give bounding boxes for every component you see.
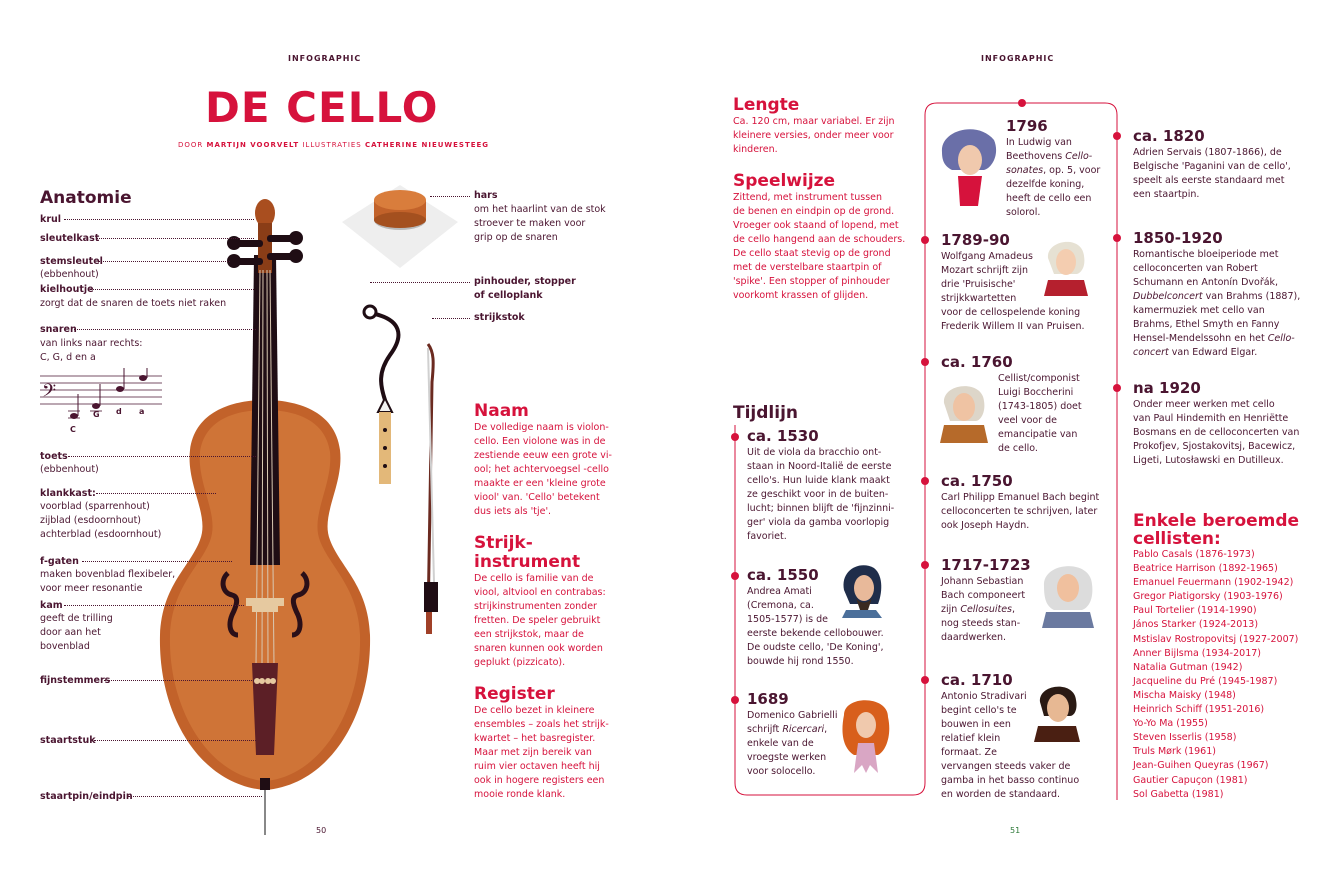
t1550-line: Andrea Amati [747, 586, 812, 597]
t1920-line: Onder meer werken met cello [1133, 399, 1275, 410]
bow-illustration [416, 342, 446, 634]
t1530-line: Uit de viola da bracchio ont- [747, 447, 882, 458]
t1850-italic: concert [1133, 347, 1169, 358]
register-line: De cello bezet in kleinere [474, 705, 595, 716]
t1760-body [998, 372, 1108, 456]
t1920-line: Ligeti, Lutosławski en Dutilleux. [1133, 455, 1284, 466]
leader-strijkstok [432, 318, 470, 319]
t1850-body [1133, 248, 1323, 360]
label-staartpin: staartpin/eindpin [40, 791, 133, 802]
leader-snaren [74, 329, 256, 330]
year-1796: 1796 [1006, 117, 1048, 135]
label-pinhouder-1: pinhouder, stopper [474, 276, 576, 287]
t1920-line: Bosmans en de celloconcerten van [1133, 427, 1300, 438]
t1796-italic: Cello- [1065, 151, 1093, 162]
t1850-line: Romantische bloeiperiode met [1133, 249, 1279, 260]
naam-line: dus iets als 'tje'. [474, 506, 552, 517]
t1710-line: en worden de standaard. [941, 789, 1060, 800]
t1789-line: voor de cellospelende koning [941, 307, 1081, 318]
speelwijze-line: voorkomt krassen of glijden. [733, 290, 869, 301]
lengte-line: Ca. 120 cm, maar variabel. Er zijn [733, 116, 895, 127]
label-sleutelkast: sleutelkast [40, 233, 100, 244]
list-item: Gautier Capuçon (1981) [1133, 774, 1248, 786]
note-c: C [70, 425, 76, 434]
t1789-line: drie 'Pruisische' [941, 279, 1016, 290]
klankkast-desc-1: voorblad (sparrenhout) [40, 501, 150, 512]
label-kam: kam [40, 600, 63, 611]
label-hars: hars [474, 190, 498, 201]
strijk-line: strijkinstrumenten zonder [474, 601, 597, 612]
speelwijze-line: Vroeger ook staand of lopend, met [733, 220, 899, 231]
strijk-body [474, 572, 614, 670]
byline-by: DOOR [178, 141, 204, 149]
t1760-line: veel voor de [998, 415, 1058, 426]
byline-author: MARTIJN VOORVELT [206, 141, 300, 149]
fgaten-desc-1: maken bovenblad flexibeler, [40, 569, 176, 580]
label-krul: krul [40, 214, 62, 225]
t1530-line: lucht; binnen blijft de 'fijnzinni- [747, 503, 895, 514]
timeline-dot [731, 696, 739, 704]
timeline-dot [731, 433, 739, 441]
label-fgaten: f-gaten [40, 556, 79, 567]
hars-desc-2: stroever te maken voor [474, 218, 586, 229]
register-line: ruim vier octaven heeft hij [474, 761, 600, 772]
t1820-line: een staartpin. [1133, 189, 1200, 200]
klankkast-desc-2: zijblad (esdoornhout) [40, 515, 142, 526]
naam-body [474, 421, 614, 519]
lengte-line: kinderen. [733, 144, 778, 155]
t1850-line: Schumann en Antonín Dvořák, [1133, 277, 1279, 288]
right-kicker: INFOGRAPHIC [981, 54, 1055, 63]
portrait-bach [1040, 556, 1096, 628]
t1717-text: zijn [941, 604, 961, 615]
year-1920: na 1920 [1133, 379, 1201, 397]
t1850-line [1133, 332, 1323, 346]
page-title: DE CELLO [205, 83, 439, 132]
list-item: Gregor Piatigorsky (1903-1976) [1133, 591, 1283, 603]
t1717-text: , [1012, 604, 1016, 615]
note-a: a [139, 407, 145, 416]
t1550-line: De oudste cello, 'De Koning', [747, 642, 884, 653]
timeline-dot [1113, 132, 1121, 140]
timeline-dot [921, 676, 929, 684]
t1850-line [1133, 290, 1323, 304]
leader-sleutelkast [96, 238, 254, 239]
naam-line: De volledige naam is violon- [474, 422, 609, 433]
t1850-line [1133, 346, 1323, 360]
list-item: Mischa Maisky (1948) [1133, 689, 1236, 701]
leader-toets [68, 456, 256, 457]
t1750-body [941, 491, 1116, 533]
t1710-line: gamba in het basso continuo [941, 775, 1080, 786]
t1530-line: staan in Noord-Italië de eerste [747, 461, 892, 472]
byline [178, 141, 489, 149]
toets-desc: (ebbenhout) [40, 464, 99, 475]
timeline-dot [921, 477, 929, 485]
t1760-line: de cello. [998, 443, 1038, 454]
lengte-heading: Lengte [733, 95, 800, 115]
register-body [474, 704, 614, 802]
t1796-line: dezelfde koning, [1006, 179, 1085, 190]
leader-klankkast [96, 493, 216, 494]
leader-kielhoutje [90, 289, 254, 290]
timeline-dot [731, 572, 739, 580]
speelwijze-line: de benen en eindpin op de grond. [733, 206, 895, 217]
t1850-italic: Dubbelconcert [1133, 291, 1203, 302]
t1796-line [1006, 164, 1116, 178]
t1717-line: daardwerken. [941, 632, 1007, 643]
t1530-line: favoriet. [747, 531, 787, 542]
t1550-line: bouwde hij rond 1550. [747, 656, 854, 667]
year-1820: ca. 1820 [1133, 127, 1205, 145]
stemsleutel-desc: (ebbenhout) [40, 269, 99, 280]
t1796-line: heeft de cello een [1006, 193, 1092, 204]
byline-illustrator: CATHERINE NIEUWESTEEG [364, 141, 490, 149]
t1710-line: formaat. Ze [941, 747, 997, 758]
fgaten-desc-2: voor meer resonantie [40, 583, 143, 594]
timeline-dot [1113, 234, 1121, 242]
t1550-line: eerste bekende cellobouwer. [747, 628, 884, 639]
t1689-italic: Ricercari [782, 724, 825, 735]
year-1717: 1717-1723 [941, 556, 1031, 574]
t1760-line: Cellist/componist [998, 373, 1080, 384]
t1717-line: nog steeds stan- [941, 618, 1021, 629]
t1530-line: ger' viola da gamba voorlopig [747, 517, 890, 528]
endpin-stopper-illustration [360, 300, 410, 490]
t1750-line: Carl Philipp Emanuel Bach begint [941, 492, 1100, 503]
hars-desc-1: om het haarlint van de stok [474, 204, 606, 215]
leader-kam [64, 605, 244, 606]
t1717-body [941, 575, 1041, 645]
t1550-line: (Cremona, ca. [747, 600, 814, 611]
page-number-right: 51 [1010, 826, 1021, 835]
t1796-body [1006, 136, 1116, 220]
t1796-text: , op. 5, voor [1043, 165, 1101, 176]
list-item: Natalia Gutman (1942) [1133, 661, 1243, 673]
t1689-text: schrijft [747, 724, 783, 735]
portrait-mozart [1042, 234, 1090, 296]
t1789-line: Wolfgang Amadeus [941, 251, 1033, 262]
t1850-text: van Edward Elgar. [1168, 347, 1258, 358]
list-item: Steven Isserlis (1958) [1133, 732, 1237, 744]
naam-line: zestiende eeuw een grote vi- [474, 450, 612, 461]
list-item: Sol Gabetta (1981) [1133, 788, 1224, 800]
leader-fgaten [82, 561, 232, 562]
t1920-line: van Paul Hindemith en Henriëtte [1133, 413, 1289, 424]
hars-desc-3: grip op de snaren [474, 232, 558, 243]
label-pinhouder-2: of celloplank [474, 290, 543, 301]
t1850-line: kamermuziek met cello van [1133, 305, 1265, 316]
t1796-line: In Ludwig van [1006, 137, 1072, 148]
t1850-text: van Brahms (1887), [1202, 291, 1301, 302]
tijdlijn-heading: Tijdlijn [733, 403, 799, 423]
kam-desc-2: door aan het [40, 627, 101, 638]
cello-illustration [140, 195, 390, 835]
t1789-line: Frederik Willem II van Pruisen. [941, 321, 1085, 332]
label-fijnstemmers: fijnstemmers [40, 675, 111, 686]
list-item: Anner Bijlsma (1934-2017) [1133, 647, 1261, 659]
label-strijkstok: strijkstok [474, 312, 525, 323]
music-staff [40, 368, 170, 438]
kielhoutje-desc: zorgt dat de snaren de toets niet raken [40, 298, 227, 309]
t1850-line: Brahms, Ethel Smyth en Fanny [1133, 319, 1280, 330]
list-item: Beatrice Harrison (1892-1965) [1133, 563, 1278, 575]
year-1550: ca. 1550 [747, 566, 819, 584]
portrait-stradivari [1032, 678, 1082, 742]
leader-hars [430, 196, 470, 197]
speelwijze-line: De cello staat stevig op de grond [733, 248, 891, 259]
t1717-line [941, 603, 1041, 617]
list-item: Truls Mørk (1961) [1133, 746, 1216, 758]
t1689-line: vroegste werken [747, 752, 827, 763]
kam-desc-1: geeft de trilling [40, 613, 113, 624]
label-toets: toets [40, 451, 68, 462]
note-d: d [116, 407, 122, 416]
note-g: G [93, 410, 100, 419]
portrait-amati [838, 560, 884, 618]
snaren-desc-2: C, G, d en a [40, 352, 96, 363]
t1820-line: Adrien Servais (1807-1866), de [1133, 147, 1282, 158]
year-1689: 1689 [747, 690, 789, 708]
t1789-line: Mozart schrijft zijn [941, 265, 1029, 276]
t1710-line: vervangen steeds vaker de [941, 761, 1071, 772]
label-snaren: snaren [40, 324, 77, 335]
t1689-line: Domenico Gabrielli [747, 710, 838, 721]
left-kicker: INFOGRAPHIC [288, 54, 362, 63]
rosin-illustration [340, 180, 460, 270]
t1550-line: 1505-1577) is de [747, 614, 828, 625]
speelwijze-line: met de verstelbare staartpin of [733, 262, 882, 273]
portrait-beethoven [938, 124, 1000, 206]
year-1760: ca. 1760 [941, 353, 1013, 371]
year-1710: ca. 1710 [941, 671, 1013, 689]
t1789-line: strijkkwartetten [941, 293, 1017, 304]
list-item: Jacqueline du Pré (1945-1987) [1133, 675, 1278, 687]
t1530-line: ze geschikt voor in de buiten- [747, 489, 889, 500]
strijk-heading-1: Strijk- [474, 533, 533, 553]
portrait-gabrielli [838, 695, 894, 775]
portrait-boccherini [938, 377, 990, 443]
leader-krul [64, 219, 254, 220]
t1760-line: (1743-1805) doet [998, 401, 1082, 412]
cellists-list [1133, 548, 1298, 802]
label-klankkast: klankkast: [40, 488, 96, 499]
year-1850: 1850-1920 [1133, 229, 1223, 247]
timeline-dot [921, 236, 929, 244]
t1760-line: Luigi Boccherini [998, 387, 1074, 398]
timeline-dot [921, 358, 929, 366]
register-line: Maar met zijn bereik van [474, 747, 592, 758]
strijk-line: De cello is familie van de [474, 573, 594, 584]
list-item: János Starker (1924-2013) [1133, 619, 1259, 631]
t1820-line: Belgische 'Paganini van de cello', [1133, 161, 1291, 172]
register-line: kwartet – het basregister. [474, 733, 596, 744]
naam-line: viool' van. 'Cello' betekent [474, 492, 600, 503]
t1710-line: Antonio Stradivari [941, 691, 1027, 702]
leader-staartstuk [94, 740, 256, 741]
list-item: Mstislav Rostropovitsj (1927-2007) [1133, 633, 1299, 645]
t1689-text: , [824, 724, 828, 735]
strijk-line: viool, altviool en contrabas: [474, 587, 606, 598]
label-kielhoutje: kielhoutje [40, 284, 94, 295]
register-line: mooie ronde klank. [474, 789, 566, 800]
speelwijze-heading: Speelwijze [733, 171, 836, 191]
t1850-text: Hensel-Mendelssohn en het [1133, 333, 1268, 344]
year-1750: ca. 1750 [941, 472, 1013, 490]
naam-line: ool; het achtervoegsel -cello [474, 464, 609, 475]
strijk-line: snaren kunnen ook worden [474, 643, 603, 654]
page-number-left: 50 [316, 826, 327, 835]
timeline-dot [921, 561, 929, 569]
t1710-body [941, 690, 1111, 802]
kam-desc-3: bovenblad [40, 641, 90, 652]
snaren-desc-1: van links naar rechts: [40, 338, 143, 349]
list-item: Jean-Guihen Queyras (1967) [1133, 760, 1269, 772]
label-stemsleutel: stemsleutel [40, 256, 103, 267]
t1710-line: relatief klein [941, 733, 1001, 744]
anatomy-heading: Anatomie [40, 188, 132, 208]
list-item: Pablo Casals (1876-1973) [1133, 549, 1255, 560]
t1530-body [747, 446, 907, 544]
t1750-line: ook Joseph Haydn. [941, 520, 1030, 531]
t1710-line: bouwen in een [941, 719, 1011, 730]
speelwijze-line: 'spike'. Een stopper of pinhouder [733, 276, 890, 287]
t1710-line: begint cello's te [941, 705, 1017, 716]
klankkast-desc-3: achterblad (esdoornhout) [40, 529, 162, 540]
label-staartstuk: staartstuk [40, 735, 96, 746]
list-item: Heinrich Schiff (1951-2016) [1133, 704, 1265, 716]
t1760-line: emancipatie van [998, 429, 1078, 440]
t1820-body [1133, 146, 1313, 202]
strijk-line: een strijkstok, maar de [474, 629, 584, 640]
year-1530: ca. 1530 [747, 427, 819, 445]
t1796-line: solorol. [1006, 207, 1041, 218]
t1530-line: cello's. Hun luide klank maakt [747, 475, 890, 486]
leader-pinhouder [370, 282, 470, 283]
t1850-italic: Cello- [1267, 333, 1295, 344]
t1796-line [1006, 150, 1116, 164]
strijk-heading-2: instrument [474, 552, 581, 572]
year-1789: 1789-90 [941, 231, 1010, 249]
naam-heading: Naam [474, 401, 529, 421]
t1920-body [1133, 398, 1323, 468]
t1717-line: Bach componeert [941, 590, 1026, 601]
list-item: Emanuel Feuermann (1902-1942) [1133, 577, 1294, 589]
t1750-line: celloconcerten te schrijven, later [941, 506, 1098, 517]
byline-illustrations: ILLUSTRATIES [302, 141, 362, 149]
t1717-line: Johann Sebastian [941, 576, 1024, 587]
lengte-line: kleinere versies, onder meer voor [733, 130, 894, 141]
cellists-heading-1: Enkele beroemde [1133, 511, 1300, 531]
strijk-line: geplukt (pizzicato). [474, 657, 566, 668]
register-heading: Register [474, 684, 555, 704]
t1689-line: enkele van de [747, 738, 814, 749]
svg-text:𝄢: 𝄢 [42, 381, 57, 406]
timeline-dot [1113, 384, 1121, 392]
list-item: Yo-Yo Ma (1955) [1133, 718, 1208, 730]
t1796-italic: sonates [1006, 165, 1044, 176]
naam-line: maakte er een 'kleine grote [474, 478, 606, 489]
t1850-line: celloconcerten van Robert [1133, 263, 1258, 274]
speelwijze-line: de cello hangend aan de schouders. [733, 234, 906, 245]
t1920-line: Prokofjev, Sjostakovitsj, Bacewicz, [1133, 441, 1296, 452]
list-item: Paul Tortelier (1914-1990) [1133, 605, 1257, 617]
register-line: ensembles – zoals het strijk- [474, 719, 609, 730]
leader-fijnstemmers [104, 680, 254, 681]
cellists-heading-2: cellisten: [1133, 529, 1221, 549]
t1689-line: voor solocello. [747, 766, 816, 777]
t1796-text: Beethovens [1006, 151, 1066, 162]
strijk-line: fretten. De speler gebruikt [474, 615, 601, 626]
leader-staartpin [128, 796, 262, 797]
t1820-line: speelt als eerste standaard met [1133, 175, 1285, 186]
timeline-dot [1018, 99, 1026, 107]
speelwijze-line: Zittend, met instrument tussen [733, 192, 883, 203]
leader-stemsleutel [98, 261, 230, 262]
register-line: ook in hogere registers een [474, 775, 605, 786]
naam-line: cello. Een violone was in de [474, 436, 606, 447]
t1717-italic: Cellosuites [960, 604, 1013, 615]
